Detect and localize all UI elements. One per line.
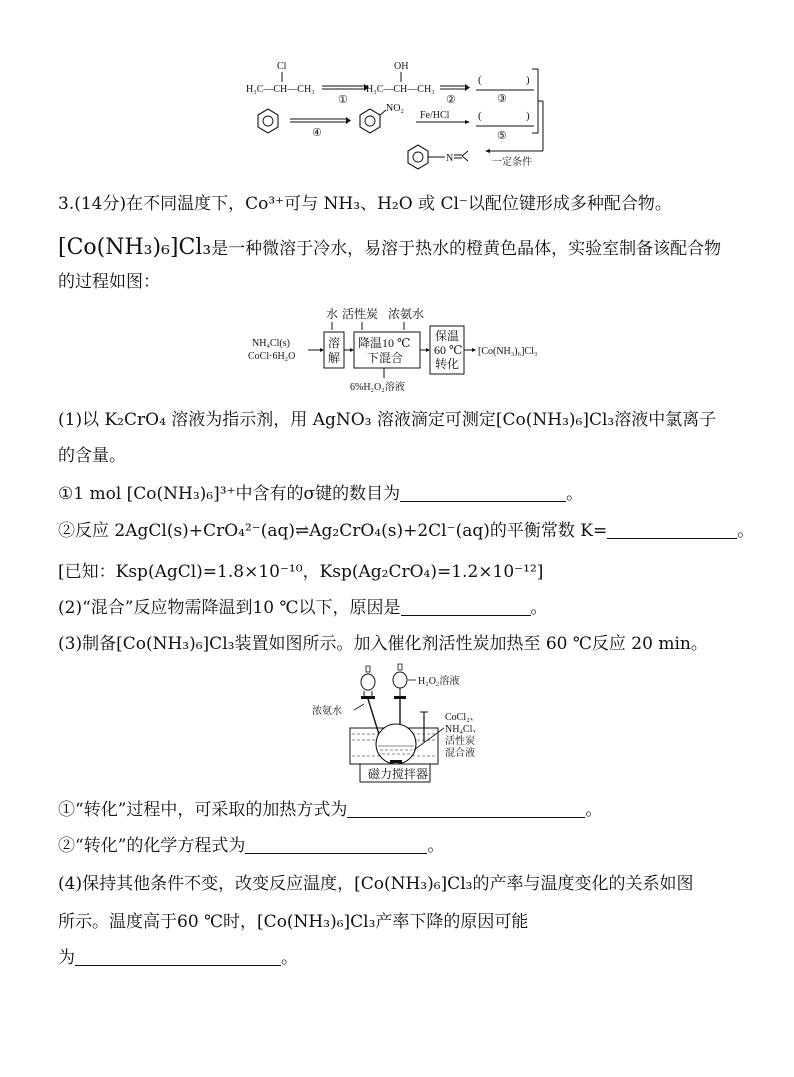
q1-line1: (1)以 K₂CrO₄ 溶液为指示剂，用 AgNO₃ 溶液滴定可测定[Co(NH₃)₆]Cl₃溶液中氯离子 [58,410,717,430]
svg-text:(: ( [478,110,482,122]
q1-sub1: ①1 mol [Co(NH₃)₆]³⁺中含有的σ键的数目为 。 [58,484,584,504]
scheme-alcohol: H₃C—CH—CH₃ [366,84,435,95]
flow-input-cocl: CoCl·6H₂O [248,351,296,362]
flask-icon [376,724,416,764]
app-mix-line2: NH₄Cl、 [445,724,483,735]
funnel-left-icon [361,666,382,744]
scheme-condition: 一定条件 [492,157,532,168]
scheme-step3: ③ [497,93,507,105]
flow-input-nh4cl: NH₄Cl(s) [252,338,290,349]
scheme-step5: ⑤ [497,130,507,142]
app-stirrer-label: 磁力搅拌器 [368,767,429,781]
app-ammonia-label: 浓氨水 [312,706,342,717]
q2-answer-blank[interactable] [401,597,531,616]
app-mix-line1: CoCl₂、 [445,712,480,723]
svg-text:(: ( [478,74,482,86]
flow-add-carbon: 活性炭 [342,307,379,321]
flow-box2-b: 下混合 [367,351,404,365]
q3-sub1-answer-blank[interactable] [347,799,585,818]
q4-line2: 所示。温度高于60 ℃时，[Co(NH₃)₆]Cl₃产率下降的原因可能 [58,912,529,932]
app-mix-line4: 混合液 [445,748,475,759]
scheme-step4: ④ [312,127,322,139]
scheme-fe-hcl: Fe/HCl [420,110,450,121]
q3-sub2-answer-blank[interactable] [245,835,427,854]
flow-box1-a: 溶 [328,336,341,350]
q4-answer-blank[interactable] [75,947,281,966]
q3-sub2: ②“转化”的化学方程式为 。 [58,836,445,856]
flow-box2-a: 降温10 ℃ [358,336,411,350]
benzene-icon [258,109,278,133]
flow-add-water: 水 [326,307,339,321]
q1-sub2-answer-blank[interactable] [607,520,737,539]
svg-text:): ) [526,110,530,122]
flow-add-ammonia: 浓氨水 [388,307,425,321]
q2-line: (2)“混合”反应物需降温到10 ℃以下，原因是 。 [58,598,548,618]
scheme-oh-label: OH [394,61,409,72]
synthesis-scheme [240,55,560,175]
scheme-n-label: N [446,153,454,164]
q1-known: [已知：Ksp(AgCl)=1.8×10⁻¹⁰，Ksp(Ag₂CrO₄)=1.2×10⁻¹²] [58,562,544,582]
svg-text:): ) [526,74,530,86]
scheme-chlorocompound: H₃C—CH—CH₃ [246,84,315,95]
scheme-step2: ② [446,94,456,106]
q1-line2: 的含量。 [58,446,126,466]
app-h2o2-label: H₂O₂溶液 [418,676,460,687]
q4-line3: 为 。 [58,948,298,968]
process-flow-diagram [246,302,566,398]
question-intro-line2: 的过程如图： [58,272,160,292]
app-mix-line3: 活性炭 [445,736,475,747]
question-header: 3.(14分)在不同温度下，Co³⁺可与 NH₃、H₂O 或 Cl⁻以配位键形成多种配合物。 [58,194,672,214]
flow-box3-b: 60 ℃ [434,343,463,357]
nitrobenzene-icon [360,109,386,133]
q3-sub1: ①“转化”过程中，可采取的加热方式为 。 [58,800,603,820]
flow-product: [Co(NH₃)₆]Cl₃ [478,346,538,357]
flow-h2o2: 6%H₂O₂溶液 [350,382,405,393]
imine-product-icon [408,145,468,169]
q1-sub1-answer-blank[interactable] [400,483,566,502]
apparatus-diagram [300,662,500,786]
scheme-cl-label: Cl [277,61,287,72]
complex-formula: [Co(NH₃)₆]Cl₃ [58,235,212,260]
q3-line: (3)制备[Co(NH₃)₆]Cl₃装置如图所示。加入催化剂活性炭加热至 60 ℃反应 20 min。 [58,634,708,654]
scheme-no2-label: NO₂ [386,103,404,114]
scheme-step1: ① [338,94,348,106]
question-intro-line1: [Co(NH₃)₆]Cl₃是一种微溶于冷水，易溶于热水的橙黄色晶体，实验室制备该配合物 [58,235,722,260]
flow-box1-b: 解 [328,351,341,365]
funnel-right-icon [393,664,407,724]
q1-sub2: ②反应 2AgCl(s)+CrO₄²⁻(aq)⇌Ag₂CrO₄(s)+2Cl⁻(aq)的平衡常数 K= 。 [58,521,755,541]
thermometer-icon [420,712,428,742]
q4-line1: (4)保持其他条件不变，改变反应温度，[Co(NH₃)₆]Cl₃的产率与温度变化的关系如图 [58,874,694,894]
flow-box3-a: 保温 [435,329,460,343]
flow-box3-c: 转化 [435,357,460,371]
